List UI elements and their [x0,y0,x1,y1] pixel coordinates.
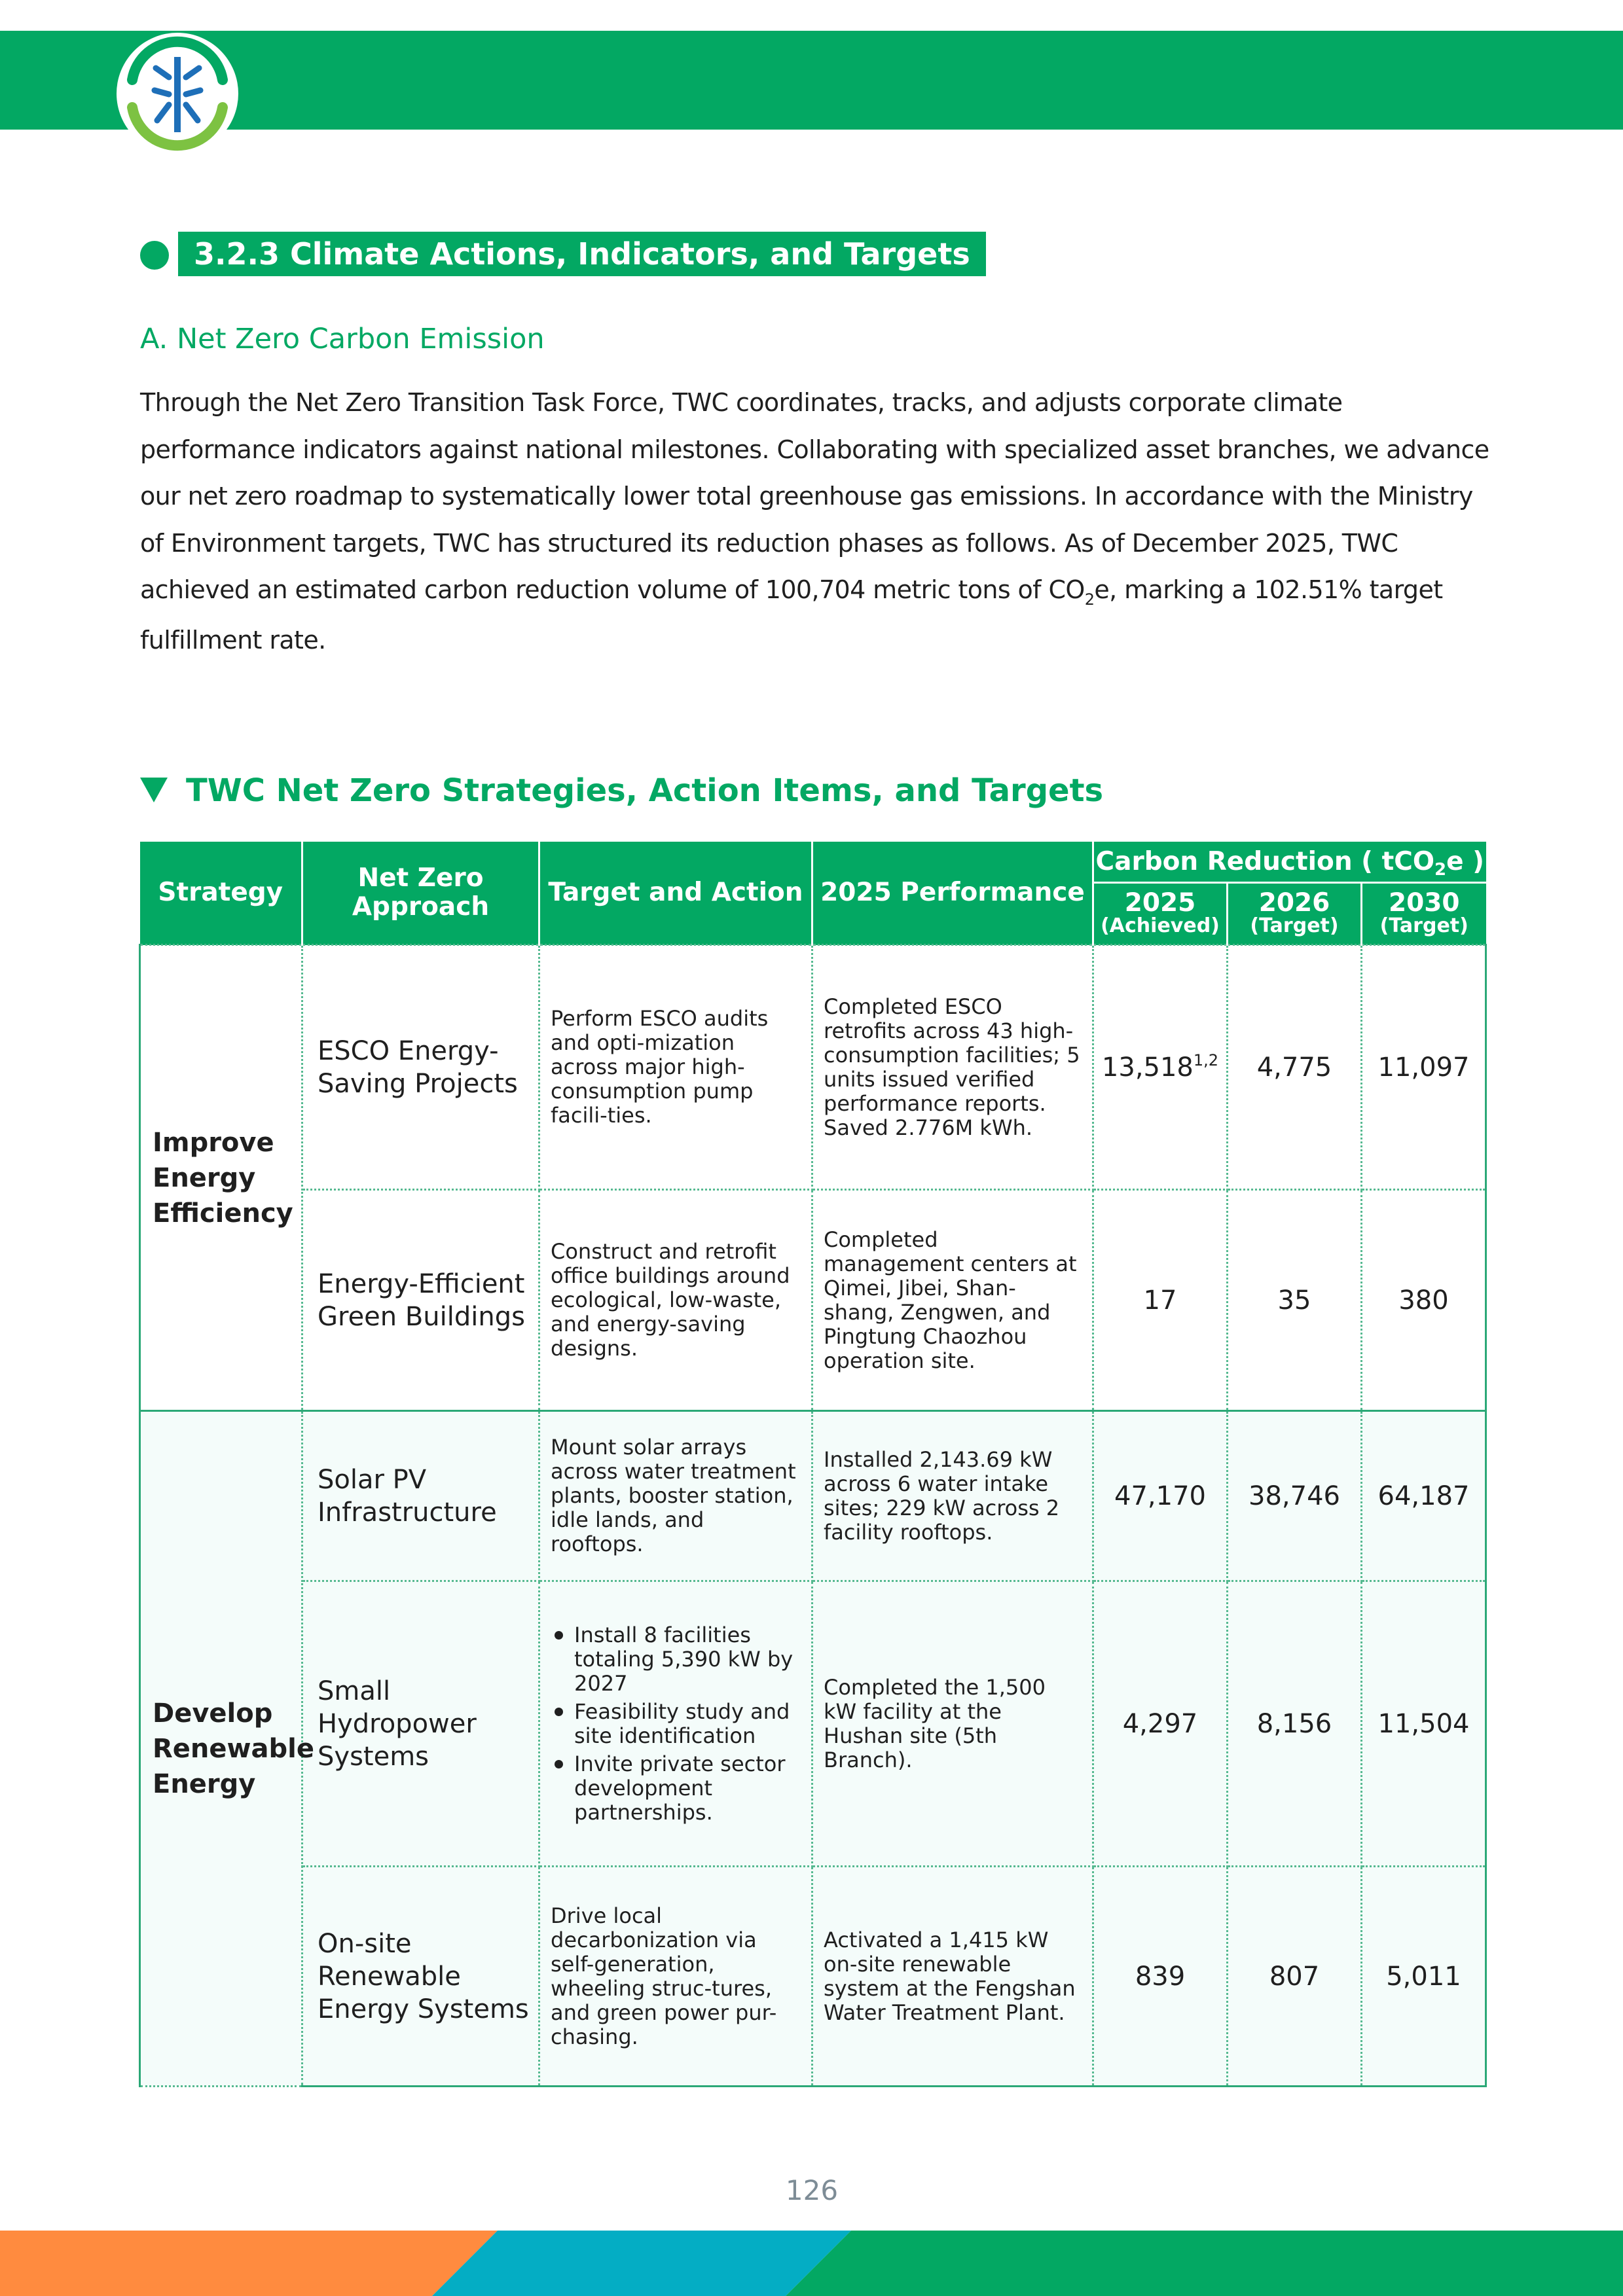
value-2030-cell: 380 [1362,1190,1486,1411]
footer-bar [0,2231,1623,2296]
triangle-bullet-icon [140,778,168,802]
twc-logo-icon [118,34,237,153]
approach-cell: Solar PV Infrastructure [302,1411,539,1581]
approach-cell: On-site Renewable Energy Systems [302,1867,539,2087]
performance-cell: Installed 2,143.69 kW across 6 water intake sites; 229 kW across 2 facility rooftops. [812,1411,1093,1581]
target-cell: Drive local decarbonization via self-generation, wheeling struc-tures, and green power pur-chasing. [539,1867,812,2087]
subheading: A. Net Zero Carbon Emission [140,323,545,355]
table-row [140,1867,1486,2087]
value-2025-cell: 17 [1093,1190,1228,1411]
value-2025-cell: 47,170 [1093,1411,1228,1581]
performance-cell: Activated a 1,415 kW on-site renewable system at the Fengshan Water Treatment Plant. [812,1867,1093,2087]
header-year-2030: 2030 (Target) [1362,883,1486,945]
target-cell: Construct and retrofit office buildings around ecological, low-waste, and energy-saving designs. [539,1190,812,1411]
net-zero-table [139,842,1487,2087]
target-cell [539,1581,812,1867]
strategy-cell: Develop Renewable Energy [140,1411,302,2087]
header-performance: 2025 Performance [812,842,1093,945]
target-cell: Mount solar arrays across water treatment plants, booster station, idle lands, and rooftops. [539,1411,812,1581]
strategy-cell: Improve Energy Efficiency [140,945,302,1411]
target-list [551,1623,803,1825]
value-2025-cell: 4,297 [1093,1581,1228,1867]
approach-cell: Energy-Efficient Green Buildings [302,1190,539,1411]
page-number: 126 [785,2174,839,2206]
value-2030-cell: 64,187 [1362,1411,1486,1581]
heading-bullet-icon [140,241,169,270]
table-title: TWC Net Zero Strategies, Action Items, and Targets [186,772,1104,809]
approach-cell: ESCO Energy-Saving Projects [302,945,539,1190]
header-approach: Net Zero Approach [302,842,539,945]
target-cell: Perform ESCO audits and opti-mization across major high-consumption pump facili-ties. [539,945,812,1190]
approach-cell: Small Hydropower Systems [302,1581,539,1867]
header-strategy: Strategy [140,842,302,945]
performance-cell: Completed the 1,500 kW facility at the Hushan site (5th Branch). [812,1581,1093,1867]
value-2026-cell: 807 [1228,1867,1362,2087]
value-2030-cell: 11,504 [1362,1581,1486,1867]
header-year-2026: 2026 (Target) [1228,883,1362,945]
table-row [140,1190,1486,1411]
value-2030-cell: 5,011 [1362,1867,1486,2087]
list-item: Install 8 facilities totaling 5,390 kW by 2027 [551,1623,803,1696]
value-2030-cell: 11,097 [1362,945,1486,1190]
table-row [140,1581,1486,1867]
table-row [140,1411,1486,1581]
value-2026-cell: 38,746 [1228,1411,1362,1581]
header-bar [0,31,1623,130]
value-2026-cell: 35 [1228,1190,1362,1411]
header-carbon-reduction: Carbon Reduction ( tCO$_2$e ) [1093,842,1486,883]
body-paragraph: Through the Net Zero Transition Task Force, TWC coordinates, tracks, and adjusts corporate climate performance indicators against national milestones. Collaborating with specialized asset branches, we advance our net zero roadmap to systematically lower total greenhouse gas emissions. In accordance with the Ministry of Environment targets, TWC has structured its reduction phases as follows. As of December 2025, TWC achieved an estimated carbon reduction volume of 100,704 metric tons of $CO_2e$, marking a 102.51% target fulfillment rate. [140,388,1489,655]
list-item: Invite private sector development partnerships. [551,1752,803,1825]
value-2026-cell: 4,775 [1228,945,1362,1190]
performance-cell: Completed management centers at Qimei, Jibei, Shan-shang, Zengwen, and Pingtung Chaozhou operation site. [812,1190,1093,1411]
list-item: Feasibility study and site identification [551,1700,803,1748]
header-target: Target and Action [539,842,812,945]
header-year-2025: 2025 (Achieved) [1093,883,1228,945]
table-row [140,945,1486,1190]
value-2025-cell: 839 [1093,1867,1228,2087]
value-2026-cell: 8,156 [1228,1581,1362,1867]
value-2025-cell: 13,518$^{1,2}$ [1093,945,1228,1190]
section-heading: 3.2.3 Climate Actions, Indicators, and Targets [178,232,986,276]
performance-cell: Completed ESCO retrofits across 43 high-consumption facilities; 5 units issued verified performance reports. Saved 2.776M kWh. [812,945,1093,1190]
